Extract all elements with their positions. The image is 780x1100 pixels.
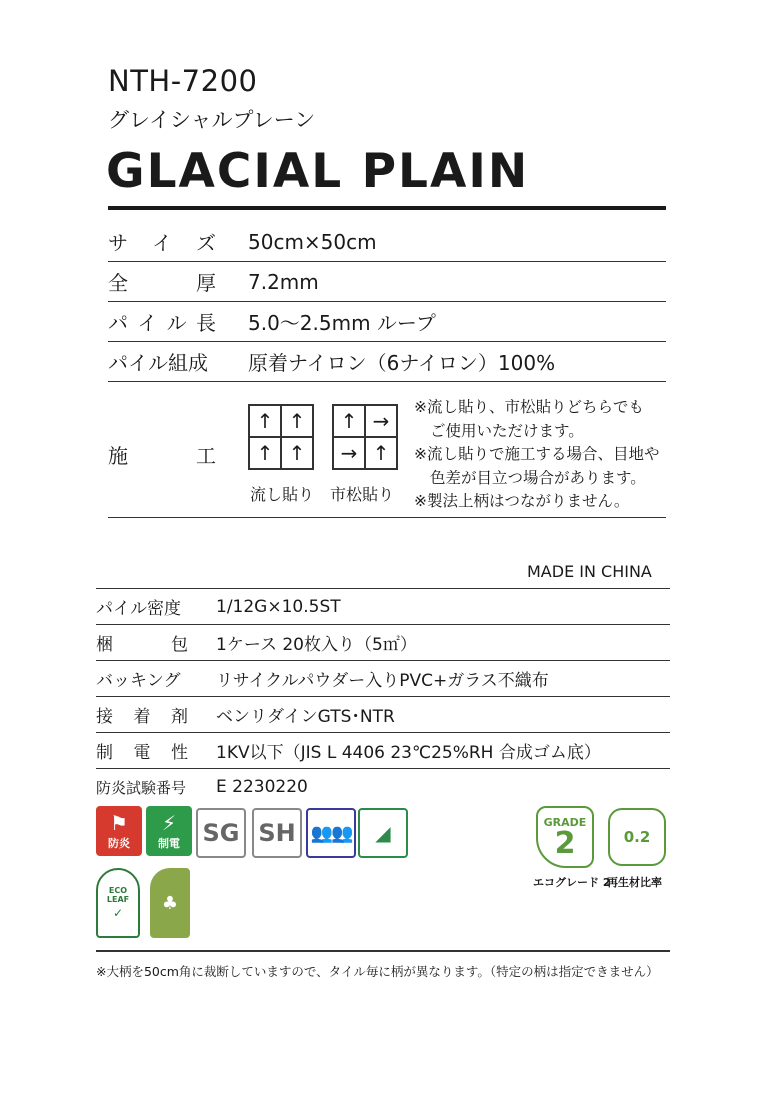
spec-value: 5.0〜2.5mm ループ <box>248 311 436 335</box>
arrow-up-icon: ↑ <box>281 405 313 437</box>
checkerboard-layout-diagram <box>332 404 398 470</box>
spec-label: バッキング <box>96 671 181 691</box>
spec-label: 梱 包 <box>96 635 188 655</box>
note-line: ※製法上柄はつながりません。 <box>414 492 630 510</box>
arrow-up-icon: ↑ <box>281 437 313 469</box>
spec-row-packaging <box>96 625 670 661</box>
spec-row-antistatic <box>96 733 670 769</box>
spec-value: 1/12G×10.5ST <box>216 596 341 617</box>
footer-divider <box>96 950 670 952</box>
spec-label: 制 電 性 <box>96 743 188 763</box>
main-spec-table <box>108 222 666 382</box>
cleaning-icon: ◢ <box>358 808 408 858</box>
footnote: ※大柄を50cm角に裁断していますので、タイル毎に柄が異なります。（特定の柄は指定できません） <box>96 964 659 979</box>
antistatic-logo-icon: ⚡ 制電 <box>146 806 192 856</box>
spec-label: 防炎試験番号 <box>96 778 187 797</box>
spec-label: パ イ ル 長 <box>108 311 216 335</box>
spec-row-pile-length <box>108 302 666 342</box>
people-icon: 👥👥 <box>306 808 356 858</box>
spec-label: サ イ ズ <box>108 231 216 255</box>
title-divider <box>108 206 666 210</box>
arrow-up-icon: ↑ <box>365 437 397 469</box>
spec-value: 1ケース 20枚入り（5㎡） <box>216 635 417 655</box>
spec-label: パイル組成 <box>108 351 208 375</box>
country-of-origin: MADE IN CHINA <box>527 562 652 581</box>
spec-row-pile-composition <box>108 342 666 382</box>
spec-value: 7.2mm <box>248 269 319 294</box>
note-line: ※流し貼りで施工する場合、目地や <box>414 445 660 463</box>
spec-row-backing <box>96 661 670 697</box>
note-line: 色差が目立つ場合があります。 <box>430 468 646 487</box>
checkerboard-layout-caption: 市松貼り <box>330 485 395 504</box>
note-line: ご使用いただけます。 <box>430 421 584 440</box>
note-line: ※流し貼り、市松貼りどちらでも <box>414 398 644 416</box>
spec-label: パイル密度 <box>96 599 181 619</box>
spec-label: 接 着 剤 <box>96 707 188 727</box>
recycle-ratio-caption: 再生材比率 <box>607 876 662 889</box>
spec-label: 全 厚 <box>108 271 216 295</box>
arrow-up-icon: ↑ <box>249 405 281 437</box>
spec-row-size <box>108 222 666 262</box>
straight-layout-caption: 流し貼り <box>250 485 315 504</box>
sg-mark-icon: SG <box>196 808 246 858</box>
spec-value: 原着ナイロン（6ナイロン）100% <box>248 351 556 375</box>
arrow-up-icon: ↑ <box>333 405 365 437</box>
product-name: GLACIAL PLAIN <box>106 144 530 199</box>
spec-value: ベンリダインGTS･NTR <box>216 707 395 727</box>
eco-grade-icon: GRADE 2 <box>536 806 594 868</box>
arrow-right-icon: → <box>333 437 365 469</box>
eco-leaf-logo-icon: ECO LEAF ✓ <box>96 868 140 938</box>
flame-retardant-logo-icon: ⚑ 防炎 <box>96 806 142 856</box>
sh-mark-icon: SH <box>252 808 302 858</box>
straight-layout-diagram <box>248 404 314 470</box>
recycle-ratio-icon: 0.2 <box>608 808 666 866</box>
spec-row-adhesive <box>96 697 670 733</box>
construction-section <box>108 388 666 518</box>
spec-row-pile-density <box>96 589 670 625</box>
arrow-up-icon: ↑ <box>249 437 281 469</box>
spec-row-thickness <box>108 262 666 302</box>
spec-value: 50cm×50cm <box>248 229 377 254</box>
spec-value: E 2230220 <box>216 777 308 797</box>
construction-notes <box>414 396 660 514</box>
product-kana-name: グレイシャルプレーン <box>108 108 316 132</box>
product-code: NTH-7200 <box>108 64 258 98</box>
spec-value: 1KV以下（JIS L 4406 23℃25%RH 合成ゴム底） <box>216 743 601 763</box>
green-certification-logo-icon: ♣ <box>150 868 190 938</box>
spec-value: リサイクルパウダー入りPVC+ガラス不織布 <box>216 671 549 691</box>
arrow-right-icon: → <box>365 405 397 437</box>
spec-row-flame-test <box>96 769 670 805</box>
construction-label: 施 工 <box>108 444 216 468</box>
sub-spec-table <box>96 588 670 805</box>
eco-grade-caption: エコグレード 2 <box>533 876 611 889</box>
